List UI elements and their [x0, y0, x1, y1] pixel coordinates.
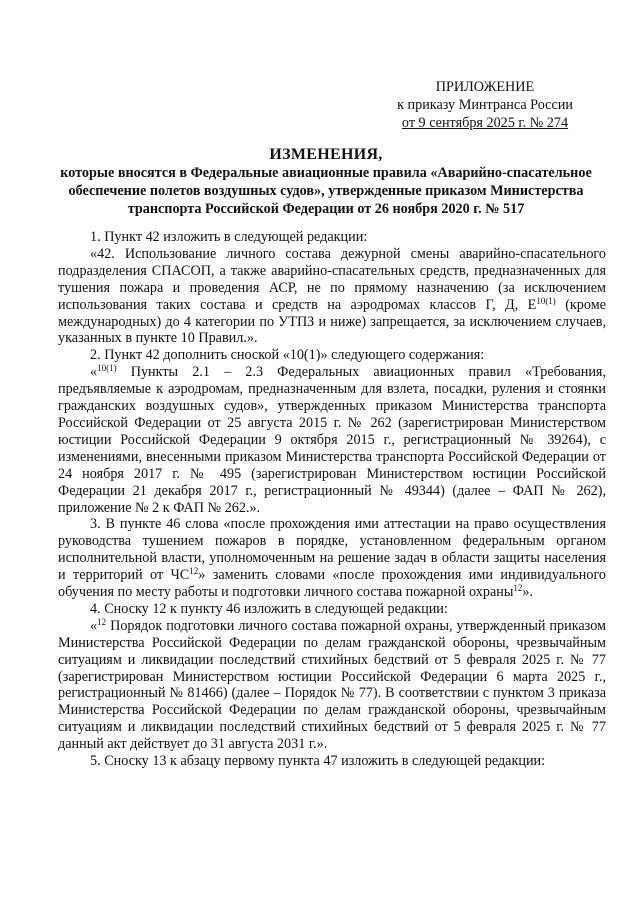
- appendix-title: ПРИЛОЖЕНИЕ: [435, 79, 535, 95]
- paragraph-2: [58, 246, 606, 347]
- paragraph-5: [58, 516, 606, 601]
- document-body: [58, 229, 606, 770]
- paragraph-3: 2. Пункт 42 дополнить сноской «10(1)» следующего содержания:: [90, 347, 485, 364]
- paragraph-4-quote: «: [90, 364, 98, 381]
- paragraph-7: [58, 618, 606, 753]
- paragraph-7-quote: «: [90, 617, 98, 634]
- footnote-mark-10-1: 10(1): [97, 363, 117, 374]
- footnote-ref-10-1: 10(1): [536, 295, 556, 306]
- footnote-ref-12-b: 12: [513, 583, 523, 594]
- paragraph-5-text-c: ».: [522, 584, 534, 601]
- footnote-ref-12-a: 12: [189, 566, 199, 577]
- paragraph-6: 4. Сноску 12 к пункту 46 изложить в следующей редакции:: [90, 600, 448, 617]
- paragraph-2-text-a: «42. Использование личного состава дежурной смены аварийно-спасательного подразделения СПАСОП, а также аварийно-спасательных средств, предназначенных для тушения пожара и проведения АСР, не по прямому назначению (за исключением использования таких состава и средств на аэродромах классов Г, Д, Е: [58, 245, 606, 313]
- paragraph-4-text: Пункты 2.1 – 2.3 Федеральных авиационных правил «Требования, предъявляемые к аэродромам, предназначенным для взлета, посадки, руления и стоянки гражданских воздушных судов», утвержденных приказом Министерства транспорта Российской Федерации от 25 августа 2015 г. № 262 (зарегистрирован Министерством юстиции Российской Федерации 9 октября 2015 г., регистрационный № 39264), с изменениями, внесенными приказом Министерства транспорта Российской Федерации от 24 ноября 2017 г. № 495 (зарегистрирован Министерством юстиции Российской Федерации 21 декабря 2017 г., регистрационный № 49344) (далее – ФАП № 262), приложение № 2 к ФАП № 262.».: [58, 364, 606, 516]
- paragraph-4: [58, 364, 606, 516]
- document-heading: [60, 146, 592, 218]
- paragraph-8: 5. Сноску 13 к абзацу первому пункта 47 изложить в следующей редакции:: [90, 753, 546, 770]
- footnote-mark-12: 12: [97, 616, 107, 627]
- paragraph-5-text-a: 3. В пункте 46 слова «после прохождения ими аттестации на право осуществления руководства тушением пожаров в порядке, установленном федеральным органом исполнительной власти, уполномоченным на решение задач в области защиты населения и территорий от ЧС: [58, 516, 606, 584]
- paragraph-7-text: Порядок подготовки личного состава пожарной охраны, утвержденный приказом Министерства Российской Федерации по делам гражданской обороны, чрезвычайным ситуациям и ликвидации последствий стихийных бедствий от 5 февраля 2025 г. № 77 (зарегистрирован Министерством юстиции Российской Федерации 6 марта 2025 г., регистрационный № 81466) (далее – Порядок № 77). В соответствии с пунктом 3 приказа Министерства Российской Федерации по делам гражданской обороны, чрезвычайным ситуациям и ликвидации последствий стихийных бедствий от 5 февраля 2025 г. № 77 данный акт действует до 31 августа 2031 г.».: [58, 617, 606, 753]
- appendix-block: [380, 78, 590, 132]
- appendix-date-line: от 9 сентября 2025 г. № 274: [401, 115, 569, 131]
- paragraph-2-text-b: (кроме международных) до 4 категории по УТПЗ и ниже) запрещается, за исключением случаев, указанных в пункте 10 Правил.».: [58, 296, 607, 347]
- heading-subtitle: которые вносятся в Федеральные авиационные правила «Аварийно-спасательное обеспечение полетов воздушных судов», утвержденные приказом Министерства транспорта Российской Федерации от 26 ноября 2020 г. № 517: [60, 165, 592, 217]
- paragraph-5-text-b: » заменить словами «после прохождения ими индивидуального обучения по месту работы и подготовки личного состава пожарной охраны: [58, 567, 607, 601]
- heading-title: ИЗМЕНЕНИЯ,: [269, 146, 383, 163]
- paragraph-1: 1. Пункт 42 изложить в следующей редакции:: [90, 229, 368, 245]
- appendix-order-line: к приказу Минтранса России: [397, 97, 573, 113]
